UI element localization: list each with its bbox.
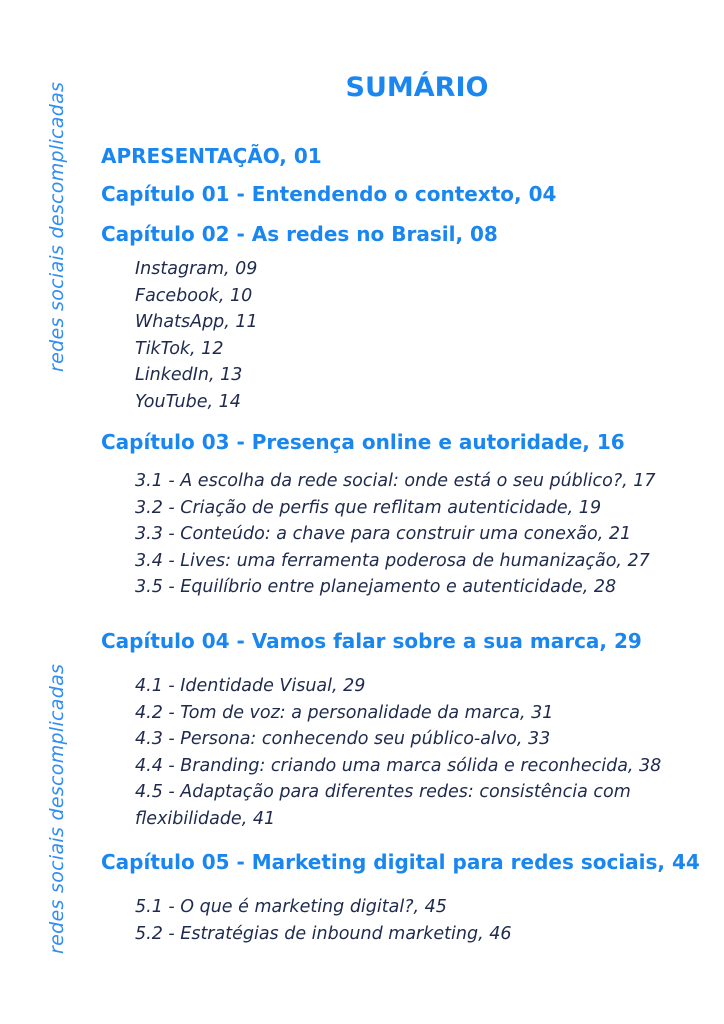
toc-heading-cap03: Capítulo 03 - Presença online e autoridade, 16 [101,430,625,454]
toc-list-cap02 [135,256,258,415]
toc-item: 4.3 - Persona: conhecendo seu público-alvo, 33 [135,729,551,749]
page-title: SUMÁRIO [345,72,489,103]
toc-item: flexibilidade, 41 [135,808,276,829]
toc-item: YouTube, 14 [135,391,241,412]
toc-list-cap04 [135,673,661,832]
toc-item: TikTok, 12 [135,338,224,359]
toc-item: Instagram, 09 [135,259,258,279]
toc-item: 4.5 - Adaptação para diferentes redes: consistência com [135,782,631,802]
toc-item: 3.1 - A escolha da rede social: onde está o seu público?, 17 [135,471,656,491]
side-text-top: redes sociais descomplicadas [46,81,68,372]
toc-list-cap03 [135,468,656,601]
toc-item: 4.4 - Branding: criando uma marca sólida e reconhecida, 38 [135,755,662,776]
toc-heading-cap02: Capítulo 02 - As redes no Brasil, 08 [101,222,498,246]
toc-item: 3.3 - Conteúdo: a chave para construir uma conexão, 21 [135,524,632,544]
toc-item: WhatsApp, 11 [135,312,258,332]
toc-item: 3.5 - Equilíbrio entre planejamento e autenticidade, 28 [135,577,617,597]
side-text-bottom: redes sociais descomplicadas [46,663,68,954]
toc-heading-cap04: Capítulo 04 - Vamos falar sobre a sua marca, 29 [101,629,642,653]
toc-list-cap05 [135,894,511,947]
toc-heading-cap01: Capítulo 01 - Entendendo o contexto, 04 [101,182,557,206]
toc-item: Facebook, 10 [135,285,253,306]
toc-item: 4.2 - Tom de voz: a personalidade da marca, 31 [135,702,554,723]
toc-heading-cap05: Capítulo 05 - Marketing digital para redes sociais, 44 [101,850,700,874]
toc-item: 3.2 - Criação de perfis que reflitam autenticidade, 19 [135,497,602,518]
toc-item: LinkedIn, 13 [135,365,243,385]
toc-heading-apresentacao: APRESENTAÇÃO, 01 [101,144,322,168]
toc-item: 4.1 - Identidade Visual, 29 [135,676,366,696]
toc-item: 5.2 - Estratégias de inbound marketing, 46 [135,923,512,944]
toc-item: 3.4 - Lives: uma ferramenta poderosa de humanização, 27 [135,550,650,571]
toc-item: 5.1 - O que é marketing digital?, 45 [135,897,447,917]
